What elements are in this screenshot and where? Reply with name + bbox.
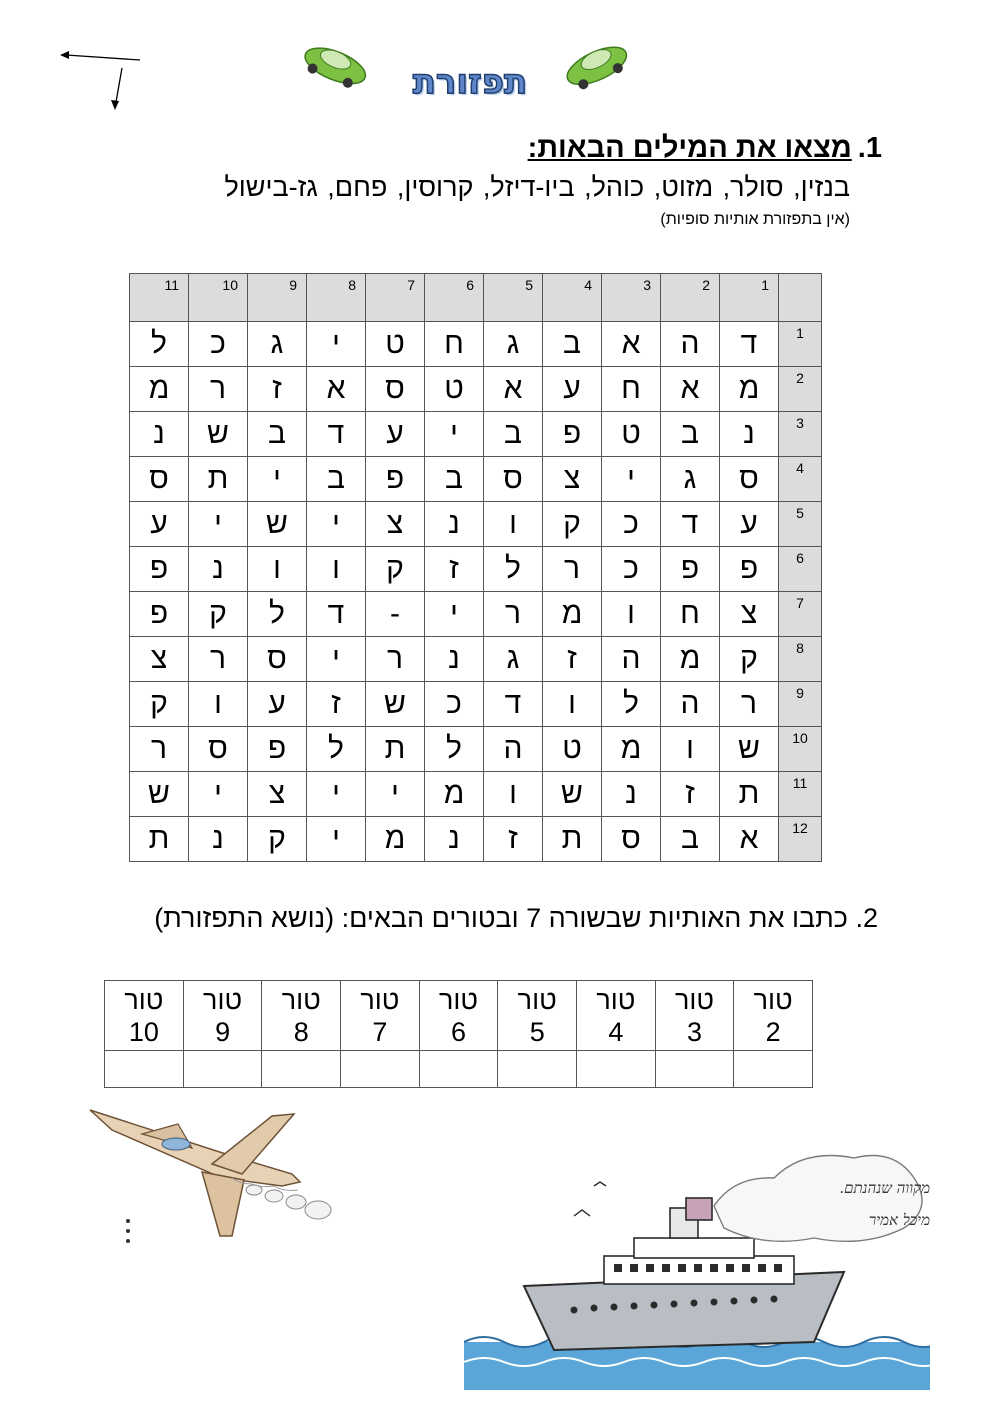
- letter-cell[interactable]: י: [425, 592, 484, 637]
- letter-cell[interactable]: ע: [366, 412, 425, 457]
- signature-line-1: מקווה שנהנתם.: [839, 1179, 930, 1197]
- letter-cell[interactable]: ק: [130, 682, 189, 727]
- letter-cell[interactable]: ש: [130, 772, 189, 817]
- letter-cell[interactable]: ב: [425, 457, 484, 502]
- row-number: 3: [779, 412, 822, 457]
- letter-cell[interactable]: י: [307, 637, 366, 682]
- column-number: 5: [484, 274, 543, 322]
- grid-row: [130, 547, 822, 592]
- letter-cell[interactable]: ס: [130, 457, 189, 502]
- letter-cell[interactable]: ס: [484, 457, 543, 502]
- letter-cell[interactable]: נ: [189, 817, 248, 862]
- letter-cell[interactable]: ד: [484, 682, 543, 727]
- letter-cell[interactable]: ט: [543, 727, 602, 772]
- letter-cell[interactable]: י: [189, 772, 248, 817]
- letter-cell[interactable]: ק: [543, 502, 602, 547]
- column-word: טור: [517, 984, 557, 1015]
- letter-cell[interactable]: ה: [484, 727, 543, 772]
- grid-row: [130, 682, 822, 727]
- letter-cell[interactable]: ת: [366, 727, 425, 772]
- final-letters-note: (אין בתפזורת אותיות סופיות): [660, 211, 850, 228]
- letter-cell[interactable]: י: [425, 412, 484, 457]
- letter-cell[interactable]: ת: [543, 817, 602, 862]
- letter-cell[interactable]: ק: [248, 817, 307, 862]
- column-number: 10: [128, 1016, 159, 1047]
- letter-cell[interactable]: מ: [661, 637, 720, 682]
- letter-cell[interactable]: ל: [130, 322, 189, 367]
- letter-cell[interactable]: פ: [543, 412, 602, 457]
- answer-column-label: [105, 981, 184, 1051]
- letter-cell[interactable]: ע: [130, 502, 189, 547]
- column-word: טור: [753, 984, 793, 1015]
- column-number: 4: [608, 1016, 624, 1047]
- column-number: 10: [189, 274, 248, 322]
- question-1-heading: [528, 132, 882, 165]
- letter-cell[interactable]: ל: [248, 592, 307, 637]
- column-number: 2: [661, 274, 720, 322]
- letter-cell[interactable]: ה: [661, 682, 720, 727]
- letter-cell[interactable]: ט: [602, 412, 661, 457]
- row-number: 1: [779, 322, 822, 367]
- letter-cell[interactable]: ש: [248, 502, 307, 547]
- column-word: טור: [124, 984, 164, 1015]
- letter-cell[interactable]: ש: [543, 772, 602, 817]
- letter-cell[interactable]: מ: [720, 367, 779, 412]
- row-number: 7: [779, 592, 822, 637]
- letter-cell[interactable]: ב: [248, 412, 307, 457]
- row-number: 5: [779, 502, 822, 547]
- letter-cell[interactable]: ר: [189, 637, 248, 682]
- letter-cell[interactable]: ש: [366, 682, 425, 727]
- row-number: 9: [779, 682, 822, 727]
- decorative-dots-icon: [124, 1218, 132, 1244]
- column-number: 3: [687, 1016, 703, 1047]
- letter-cell[interactable]: ו: [543, 682, 602, 727]
- column-number: 7: [372, 1016, 388, 1047]
- answer-input-cell[interactable]: [655, 1051, 734, 1088]
- letter-cell[interactable]: נ: [130, 412, 189, 457]
- answer-input-cell[interactable]: [734, 1051, 813, 1088]
- signature: [790, 1172, 930, 1236]
- letter-cell[interactable]: ר: [130, 727, 189, 772]
- letter-cell[interactable]: ב: [543, 322, 602, 367]
- letter-cell[interactable]: ק: [366, 547, 425, 592]
- letter-cell[interactable]: ר: [189, 367, 248, 412]
- column-word: טור: [281, 984, 321, 1015]
- letter-cell[interactable]: פ: [366, 457, 425, 502]
- grid-row: [130, 367, 822, 412]
- letter-cell[interactable]: ס: [602, 817, 661, 862]
- letter-cell[interactable]: י: [307, 502, 366, 547]
- letter-cell[interactable]: ס: [366, 367, 425, 412]
- grid-row: [130, 502, 822, 547]
- letter-cell[interactable]: ח: [661, 592, 720, 637]
- column-header-row: [130, 274, 822, 322]
- letter-cell[interactable]: י: [189, 502, 248, 547]
- letter-cell[interactable]: צ: [543, 457, 602, 502]
- letter-cell[interactable]: א: [307, 367, 366, 412]
- answer-column-label: [183, 981, 262, 1051]
- letter-cell[interactable]: ו: [484, 502, 543, 547]
- answer-input-cell[interactable]: [498, 1051, 577, 1088]
- letter-cell[interactable]: ו: [189, 682, 248, 727]
- answer-column-label: [734, 981, 813, 1051]
- column-number: 6: [425, 274, 484, 322]
- letter-cell[interactable]: ש: [720, 727, 779, 772]
- letter-cell[interactable]: ז: [484, 817, 543, 862]
- letter-cell[interactable]: נ: [189, 547, 248, 592]
- column-number: 2: [765, 1016, 781, 1047]
- letter-cell[interactable]: ב: [661, 412, 720, 457]
- letter-cell[interactable]: מ: [543, 592, 602, 637]
- letter-cell[interactable]: י: [307, 772, 366, 817]
- letter-cell[interactable]: ס: [189, 727, 248, 772]
- column-number: 4: [543, 274, 602, 322]
- letter-cell[interactable]: ת: [720, 772, 779, 817]
- signature-line-2: מיכל אמיר: [868, 1211, 930, 1229]
- row-number: 6: [779, 547, 822, 592]
- column-number: 3: [602, 274, 661, 322]
- column-number: 8: [307, 274, 366, 322]
- answer-input-cell[interactable]: [577, 1051, 656, 1088]
- column-number: 11: [130, 274, 189, 322]
- grid-row: [130, 637, 822, 682]
- column-word: טור: [203, 984, 243, 1015]
- page-title: תפזורת: [412, 62, 528, 102]
- letter-cell[interactable]: צ: [720, 592, 779, 637]
- letter-cell[interactable]: ב: [661, 817, 720, 862]
- letter-cell[interactable]: ב: [484, 412, 543, 457]
- letter-cell[interactable]: ז: [543, 637, 602, 682]
- letter-cell[interactable]: כ: [602, 502, 661, 547]
- letter-cell[interactable]: מ: [425, 772, 484, 817]
- answer-column-label: [262, 981, 341, 1051]
- letter-cell[interactable]: צ: [248, 772, 307, 817]
- letter-cell[interactable]: כ: [602, 547, 661, 592]
- word-list: בנזין, סולר, מזוט, כוהל, ביו-דיזל, קרוסין, פחם, גז-בישול: [224, 172, 850, 202]
- row-number: 8: [779, 637, 822, 682]
- letter-cell[interactable]: צ: [130, 637, 189, 682]
- letter-cell[interactable]: צ: [366, 502, 425, 547]
- grid-row: [130, 727, 822, 772]
- letter-cell[interactable]: ו: [661, 727, 720, 772]
- letter-cell[interactable]: פ: [248, 727, 307, 772]
- letter-cell[interactable]: ו: [248, 547, 307, 592]
- letter-cell[interactable]: ס: [720, 457, 779, 502]
- answer-column-label: [655, 981, 734, 1051]
- letter-cell[interactable]: פ: [661, 547, 720, 592]
- column-number: 1: [720, 274, 779, 322]
- letter-cell[interactable]: כ: [189, 322, 248, 367]
- column-number: 9: [248, 274, 307, 322]
- letter-cell[interactable]: ד: [307, 412, 366, 457]
- column-word: טור: [360, 984, 400, 1015]
- letter-cell[interactable]: י: [366, 772, 425, 817]
- column-word: טור: [596, 984, 636, 1015]
- letter-cell[interactable]: נ: [602, 772, 661, 817]
- letter-cell[interactable]: י: [248, 457, 307, 502]
- letter-cell[interactable]: ג: [484, 637, 543, 682]
- direction-arrows-icon: [52, 42, 152, 118]
- letter-cell[interactable]: י: [307, 817, 366, 862]
- letter-cell[interactable]: ג: [484, 322, 543, 367]
- letter-cell[interactable]: ר: [720, 682, 779, 727]
- letter-cell[interactable]: ת: [189, 457, 248, 502]
- question-2-text: 2. כתבו את האותיות שבשורה 7 ובטורים הבאים: (נושא התפזורת): [154, 903, 878, 933]
- letter-cell[interactable]: פ: [130, 592, 189, 637]
- column-word: טור: [674, 984, 715, 1015]
- letter-cell[interactable]: נ: [425, 817, 484, 862]
- letter-cell[interactable]: ו: [307, 547, 366, 592]
- question-1-number: 1.: [857, 132, 882, 164]
- grid-row: [130, 457, 822, 502]
- answer-column-label: [419, 981, 498, 1051]
- answer-label-row: [105, 981, 813, 1051]
- letter-cell[interactable]: ת: [130, 817, 189, 862]
- letter-cell[interactable]: ד: [720, 322, 779, 367]
- answer-input-cell[interactable]: [105, 1051, 184, 1088]
- letter-cell[interactable]: ח: [425, 322, 484, 367]
- column-number: 8: [293, 1016, 309, 1047]
- row-number: 11: [779, 772, 822, 817]
- letter-cell[interactable]: ר: [366, 637, 425, 682]
- answer-table: [104, 980, 813, 1086]
- letter-cell[interactable]: ע: [720, 502, 779, 547]
- letter-cell[interactable]: ש: [189, 412, 248, 457]
- letter-cell[interactable]: כ: [425, 682, 484, 727]
- answer-column-label: [577, 981, 656, 1051]
- letter-cell[interactable]: ז: [425, 547, 484, 592]
- letter-cell[interactable]: ק: [720, 637, 779, 682]
- answer-input-cell[interactable]: [183, 1051, 262, 1088]
- letter-cell[interactable]: -: [366, 592, 425, 637]
- column-number: 9: [215, 1016, 231, 1047]
- letter-cell[interactable]: ג: [248, 322, 307, 367]
- letter-cell[interactable]: ו: [484, 772, 543, 817]
- letter-cell[interactable]: י: [602, 457, 661, 502]
- letter-cell[interactable]: ר: [484, 592, 543, 637]
- letter-cell[interactable]: ב: [307, 457, 366, 502]
- letter-cell[interactable]: א: [661, 367, 720, 412]
- letter-cell[interactable]: ה: [661, 322, 720, 367]
- green-car-left-icon: [296, 36, 376, 92]
- letter-cell[interactable]: ל: [307, 727, 366, 772]
- column-word: טור: [439, 984, 479, 1015]
- letter-cell[interactable]: א: [484, 367, 543, 412]
- answer-input-cell[interactable]: [262, 1051, 341, 1088]
- letter-cell[interactable]: ל: [484, 547, 543, 592]
- letter-cell[interactable]: ק: [189, 592, 248, 637]
- letter-cell[interactable]: ע: [248, 682, 307, 727]
- row-number: 10: [779, 727, 822, 772]
- letter-cell[interactable]: ח: [602, 367, 661, 412]
- fighter-jet-image: [82, 1104, 352, 1254]
- letter-cell[interactable]: ר: [543, 547, 602, 592]
- letter-cell[interactable]: ל: [425, 727, 484, 772]
- letter-cell[interactable]: ט: [425, 367, 484, 412]
- row-number: 2: [779, 367, 822, 412]
- letter-cell[interactable]: ע: [543, 367, 602, 412]
- letter-cell[interactable]: ז: [307, 682, 366, 727]
- row-number: 4: [779, 457, 822, 502]
- letter-cell[interactable]: ז: [248, 367, 307, 412]
- letter-cell[interactable]: י: [307, 322, 366, 367]
- letter-cell[interactable]: ט: [366, 322, 425, 367]
- answer-input-cell[interactable]: [419, 1051, 498, 1088]
- letter-cell[interactable]: ד: [307, 592, 366, 637]
- letter-cell[interactable]: מ: [366, 817, 425, 862]
- letter-cell[interactable]: ז: [661, 772, 720, 817]
- letter-cell[interactable]: ה: [602, 637, 661, 682]
- grid-row: [130, 817, 822, 862]
- answer-input-cell[interactable]: [341, 1051, 420, 1088]
- grid-corner: [779, 274, 822, 322]
- column-number: 6: [451, 1016, 467, 1047]
- letter-cell[interactable]: נ: [720, 412, 779, 457]
- grid-row: [130, 772, 822, 817]
- answer-column-label: [498, 981, 577, 1051]
- question-1-text: מצאו את המילים הבאות:: [527, 132, 852, 164]
- answer-column-label: [341, 981, 420, 1051]
- letter-cell[interactable]: פ: [130, 547, 189, 592]
- letter-cell[interactable]: ס: [248, 637, 307, 682]
- row-number: 12: [779, 817, 822, 862]
- letter-cell[interactable]: ג: [661, 457, 720, 502]
- column-number: 7: [366, 274, 425, 322]
- grid-row: [130, 592, 822, 637]
- grid-row: [130, 412, 822, 457]
- answer-input-row: [105, 1051, 813, 1088]
- word-search-grid: [129, 273, 821, 862]
- letter-cell[interactable]: פ: [720, 547, 779, 592]
- letter-cell[interactable]: א: [602, 322, 661, 367]
- letter-cell[interactable]: ל: [602, 682, 661, 727]
- letter-cell[interactable]: נ: [425, 502, 484, 547]
- grid-row: [130, 322, 822, 367]
- column-number: 5: [529, 1016, 545, 1047]
- green-car-right-icon: [556, 36, 636, 92]
- letter-cell[interactable]: מ: [602, 727, 661, 772]
- letter-cell[interactable]: נ: [425, 637, 484, 682]
- letter-cell[interactable]: ד: [661, 502, 720, 547]
- letter-cell[interactable]: א: [720, 817, 779, 862]
- letter-cell[interactable]: מ: [130, 367, 189, 412]
- letter-cell[interactable]: ו: [602, 592, 661, 637]
